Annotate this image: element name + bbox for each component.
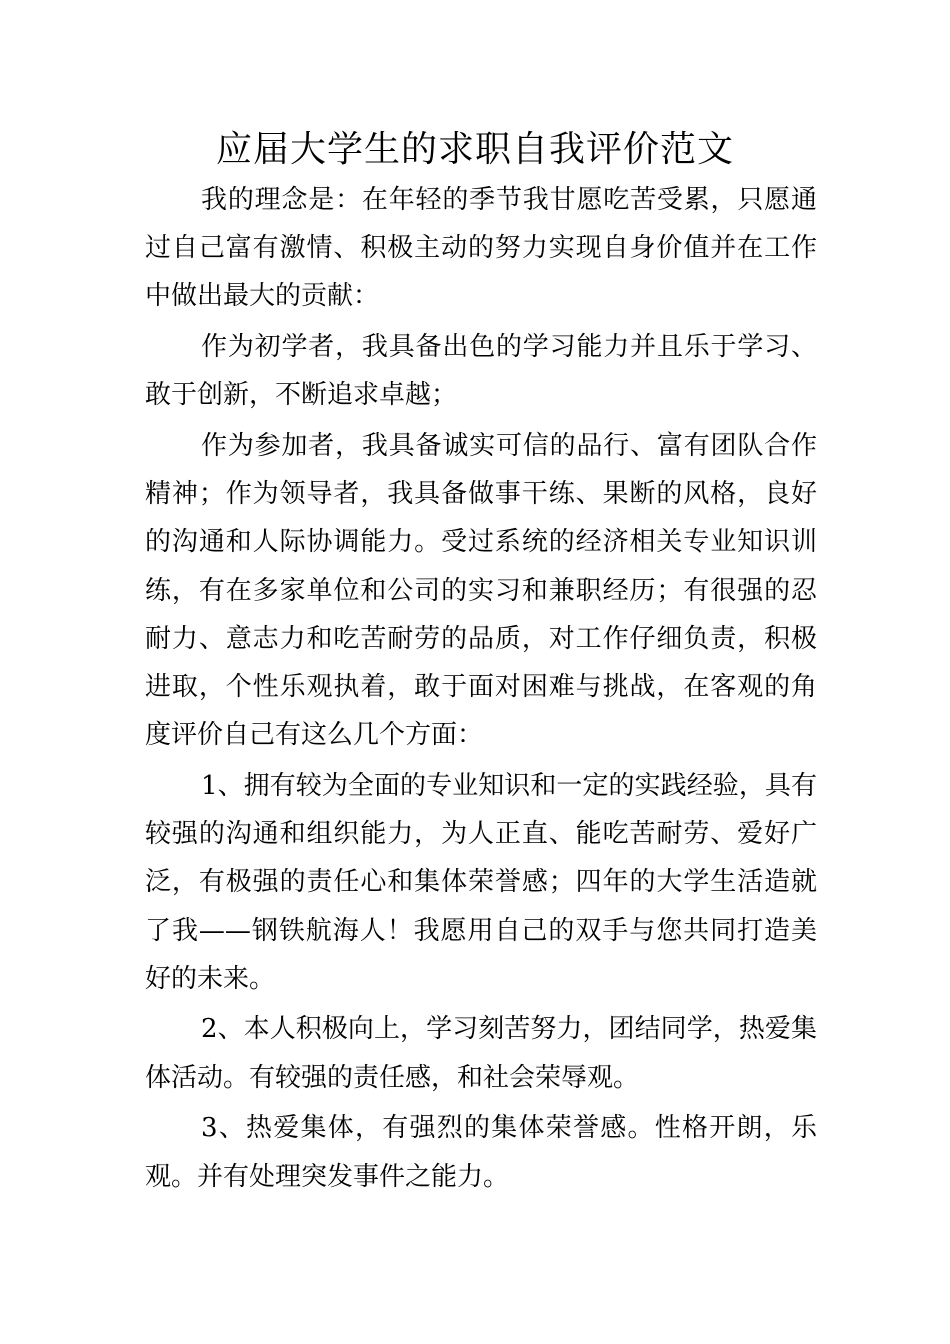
paragraph-participant: 作为参加者，我具备诚实可信的品行、富有团队合作精神；作为领导者，我具备做事干练、果断的风格，良好的沟通和人际协调能力。受过系统的经济相关专业知识训练，有在多家单位和公司的实习和兼职经历；有很强的忍耐力、意志力和吃苦耐劳的品质，对工作仔细负责，积极进取，个性乐观执着，敢于面对困难与挑战，在客观的角度评价自己有这么几个方面：: [145, 431, 817, 751]
document-title: 应届大学生的求职自我评价范文: [215, 129, 734, 170]
paragraph-point-3: 3、热爱集体，有强烈的集体荣誉感。性格开朗，乐观。并有处理突发事件之能力。: [145, 1113, 817, 1192]
paragraph-point-1: 1、拥有较为全面的专业知识和一定的实践经验，具有较强的沟通和组织能力，为人正直、能吃苦耐劳、爱好广泛，有极强的责任心和集体荣誉感；四年的大学生活造就了我——钢铁航海人！我愿用自己的双手与您共同打造美好的未来。: [145, 770, 817, 994]
document-body: [145, 176, 817, 1203]
paragraph-point-2: 2、本人积极向上，学习刻苦努力，团结同学，热爱集体活动。有较强的责任感，和社会荣辱观。: [145, 1014, 817, 1093]
paragraph-philosophy: 我的理念是：在年轻的季节我甘愿吃苦受累，只愿通过自己富有激情、积极主动的努力实现自身价值并在工作中做出最大的贡献：: [145, 185, 817, 312]
paragraph-learner: 作为初学者，我具备出色的学习能力并且乐于学习、敢于创新，不断追求卓越；: [145, 332, 817, 411]
